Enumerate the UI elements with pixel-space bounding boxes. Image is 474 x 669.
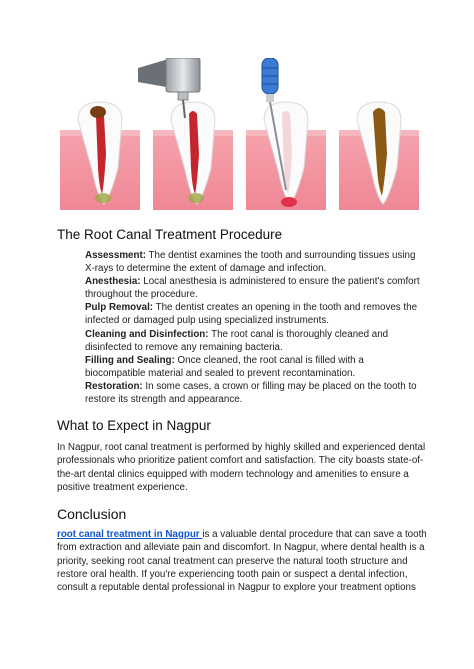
expect-heading: What to Expect in Nagpur (57, 418, 211, 433)
tooth-panel-drilling (138, 58, 233, 210)
step-anesthesia: Anesthesia: Local anesthesia is administered to ensure the patient's comfort throughout the procedure. (85, 276, 420, 301)
expect-paragraph: In Nagpur, root canal treatment is performed by highly skilled and experienced dental professionals who prioritize patient comfort and satisfaction. The city boasts state-of-the-art dental clinics equipped with modern technology and amenities to ensure a positive treatment experience. (57, 442, 426, 493)
step-cleaning: Cleaning and Disinfection: The root canal is thoroughly cleaned and disinfected to remove any remaining bacteria. (85, 328, 389, 353)
procedure-steps (85, 249, 420, 406)
tooth-panel-cleaning (246, 58, 326, 210)
procedure-heading: The Root Canal Treatment Procedure (57, 227, 283, 242)
tooth-panel-filled (339, 102, 419, 210)
step-filling: Filling and Sealing: Once cleaned, the root canal is filled with a biocompatible material and sealed to prevent recontamination. (85, 354, 364, 379)
step-restoration: Restoration: In some cases, a crown or filling may be placed on the tooth to restore its strength and appearance. (85, 380, 417, 406)
root-canal-illustration (60, 58, 420, 210)
conclusion-heading: Conclusion (57, 506, 127, 522)
step-pulp-removal: Pulp Removal: The dentist creates an opening in the tooth and removes the infected or damaged pulp using specialized instruments. (85, 302, 418, 327)
tooth-panel-infected (60, 102, 140, 210)
root-canal-link[interactable]: root canal treatment in Nagpur (57, 529, 203, 540)
step-assessment: Assessment: The dentist examines the tooth and surrounding tissues using X-rays to determine the extent of damage and infection. (85, 250, 416, 275)
conclusion-paragraph: root canal treatment in Nagpur is a valuable dental procedure that can save a tooth from extraction and alleviate pain and discomfort. In Nagpur, where dental health is a priority, seeking root canal treatment can preserve the natural tooth structure and restore oral health. If you're experiencing tooth pain or suspect a dental infection, consult a reputable dental professional in Nagpur to explore your treatment options (57, 529, 427, 594)
